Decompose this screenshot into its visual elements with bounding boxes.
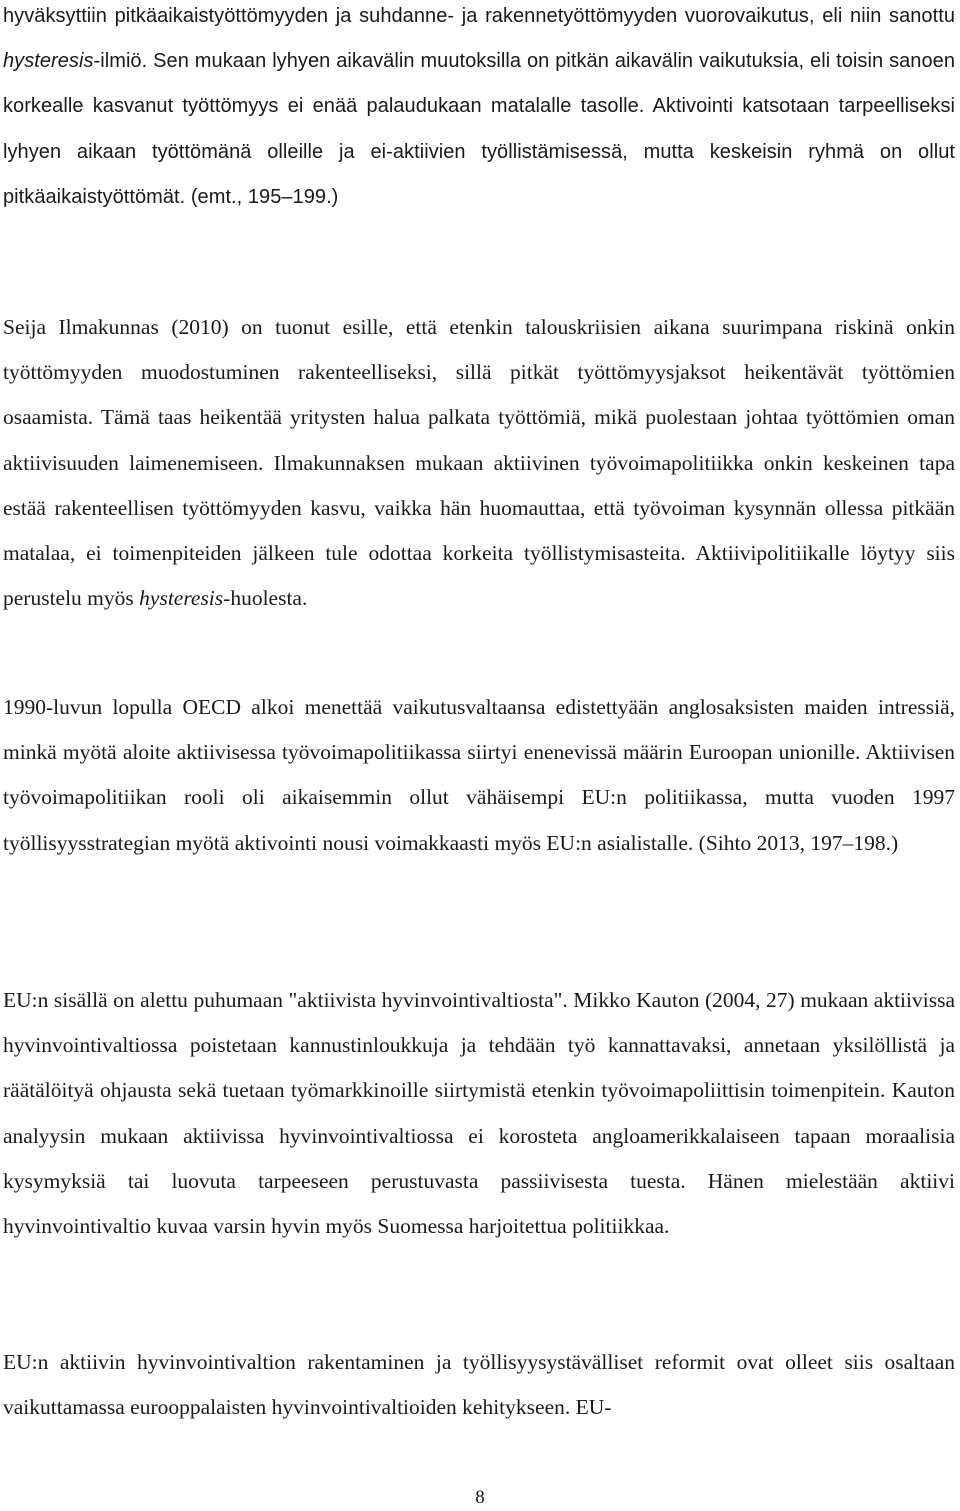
paragraph-oecd (3, 685, 955, 866)
paragraph-ilmakunnas (3, 305, 955, 621)
page-number: 8 (475, 1487, 485, 1508)
paragraph-eu-reforms (3, 1340, 955, 1430)
text-segment: Seija Ilmakunnas (2010) on tuonut esille, että etenkin talouskriisien aikana suurimpana riskinä onkin työttömyyden muodostuminen rakenteelliseksi, sillä pitkät työttömyysjaksot heikentävät työttömien osaamista. Tämä taas heikentää yritysten halua palkata työttömiä, mikä puolestaan johtaa työttömien oman aktiivisuuden laimenemiseen. Ilmakunnaksen mukaan aktiivinen työvoimapolitiikka onkin keskeinen tapa estää rakenteellisen työttömyyden kasvu, vaikka hän huomauttaa, että työvoiman kysynnän ollessa pitkään matalaa, ei toimenpiteiden jälkeen tule odottaa korkeita työllistymisasteita. Aktiivipolitiikalle löytyy siis perustelu myös (3, 315, 955, 611)
italic-term: hysteresis (139, 586, 224, 611)
text-segment: 1990-luvun lopulla OECD alkoi menettää vaikutusvaltaansa edistettyään anglosaksisten maiden intressiä, minkä myötä aloite aktiivisessa työvoimapolitiikassa siirtyi enenevissä määrin Euroopan unionille. Aktiivisen työvoimapolitiikan rooli oli aikaisemmin ollut vähäisempi EU:n politiikassa, mutta vuoden 1997 työllisyysstrategian myötä aktivointi nousi voimakkaasti myös EU:n asialistalle. (Sihto 2013, 197–198.) (3, 695, 955, 855)
paragraph-active-welfare-state (3, 978, 955, 1249)
paragraph-hysteresis (3, 0, 955, 220)
text-segment: -huolesta. (223, 586, 308, 611)
text-segment: -ilmiö. Sen mukaan lyhyen aikavälin muutoksilla on pitkän aikavälin vaikutuksia, eli toisin sanoen korkealle kasvanut työttömyys ei enää palaudukaan matalalle tasolle. Aktivointi katsotaan tarpeelliseksi lyhyen aikaan työttömänä olleille ja ei-aktiivien työllistämisessä, mutta keskeisin ryhmä on ollut pitkäaikaistyöttömät. (emt., 195–199.) (3, 50, 955, 208)
text-segment: hyväksyttiin pitkäaikaistyöttömyyden ja suhdanne- ja rakennetyöttömyyden vuorovaikutus, eli niin sanottu (3, 5, 955, 27)
text-segment: EU:n sisällä on alettu puhumaan "aktiivista hyvinvointivaltiosta". Mikko Kauton (2004, 27) mukaan aktiivissa hyvinvointivaltiossa poistetaan kannustinloukkuja ja tehdään työ kannattavaksi, annetaan yksilöllistä ja räätälöityä ohjausta sekä tuetaan työmarkkinoille siirtymistä etenkin työvoimapoliittisin toimenpitein. Kauton analyysin mukaan aktiivissa hyvinvointivaltiossa ei korosteta angloamerikkalaiseen tapaan moraalisia kysymyksiä tai luovuta tarpeeseen perustuvasta passiivisesta tuesta. Hänen mielestään aktiivi hyvinvointivaltio kuvaa varsin hyvin myös Suomessa harjoitettua politiikkaa. (3, 988, 955, 1239)
text-segment: EU:n aktiivin hyvinvointivaltion rakentaminen ja työllisyysystävälliset reformit ovat olleet siis osaltaan vaikuttamassa eurooppalaisten hyvinvointivaltioiden kehitykseen. EU- (3, 1350, 955, 1420)
italic-term: hysteresis (3, 50, 94, 73)
